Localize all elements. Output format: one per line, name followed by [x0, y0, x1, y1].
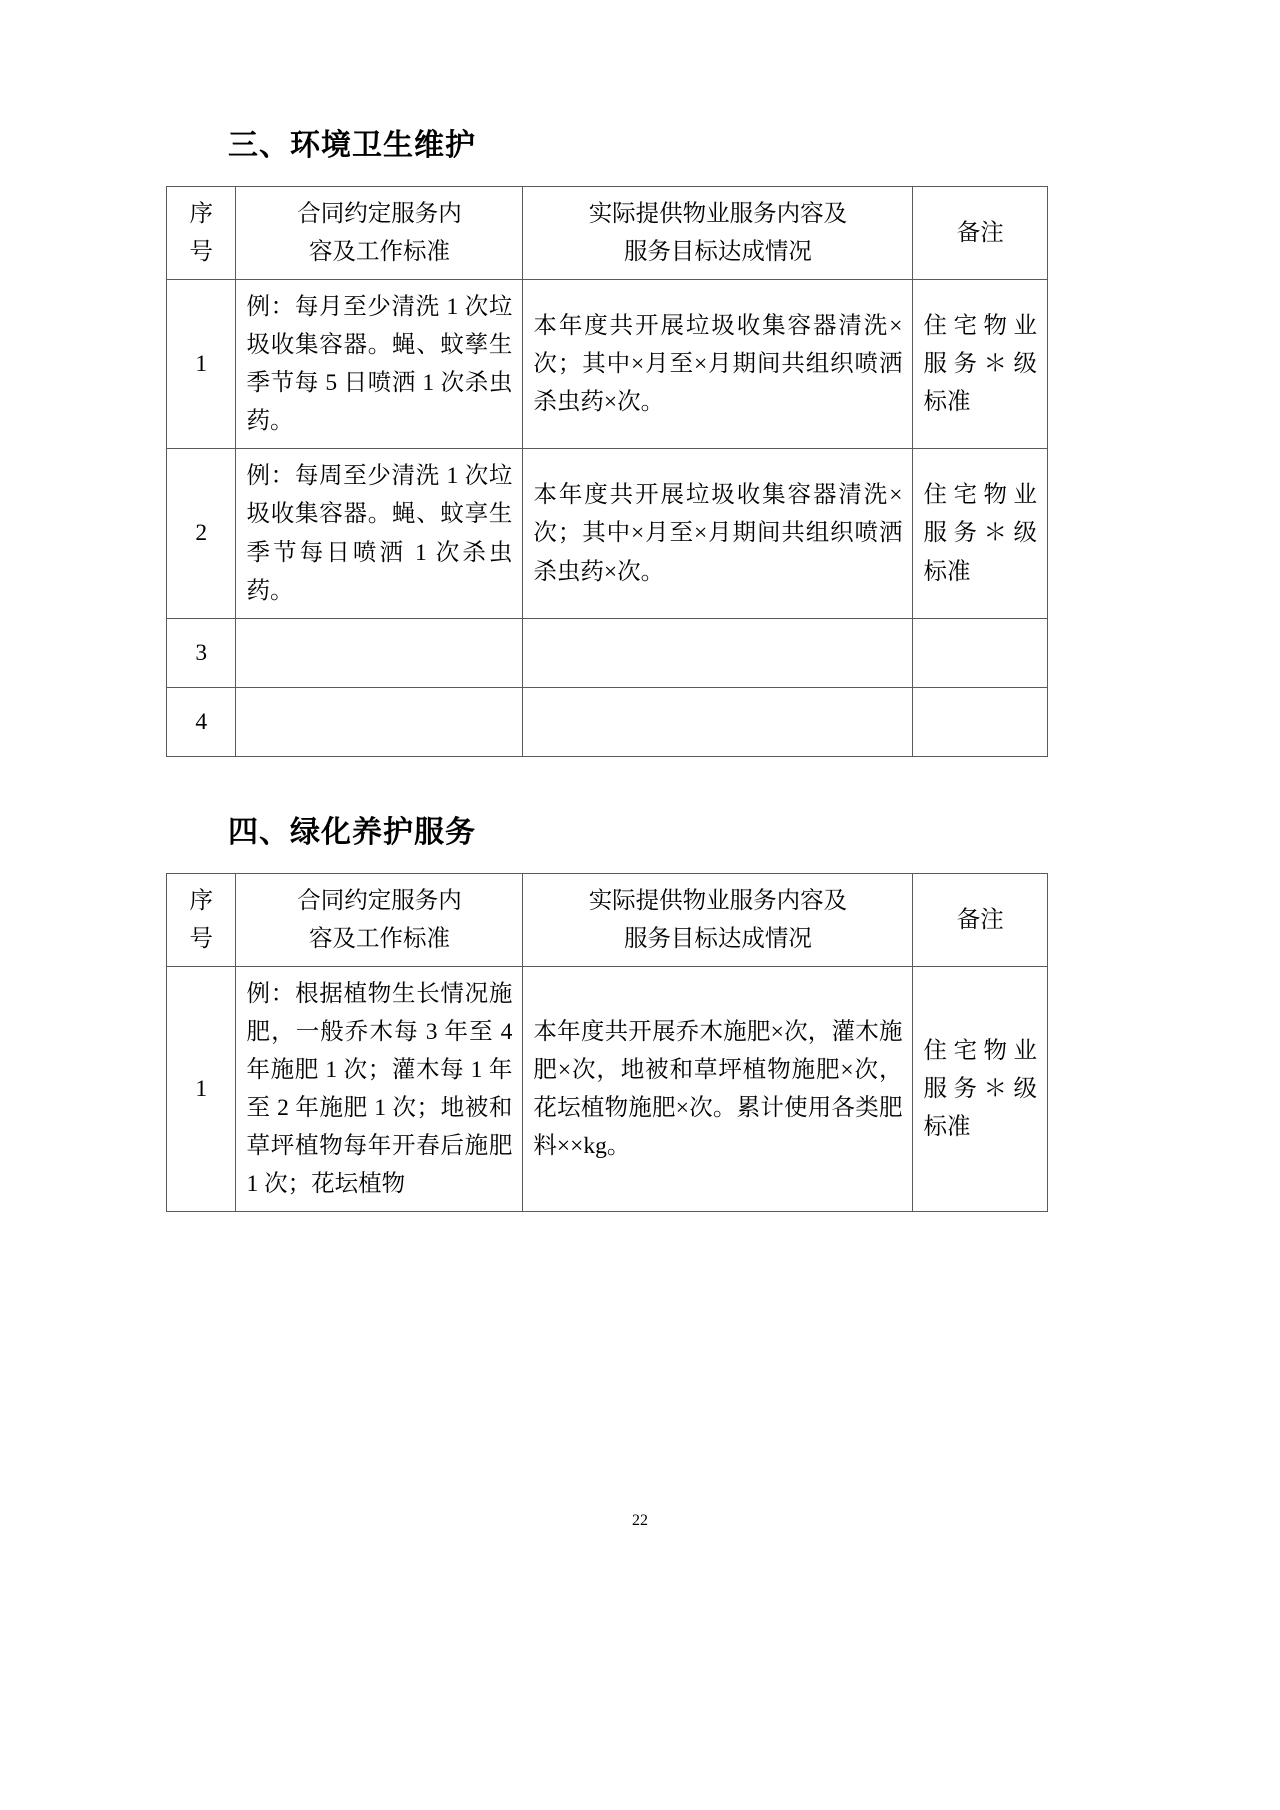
cell-seq: 1 — [167, 280, 236, 449]
header-cell-note: 备注 — [913, 187, 1048, 280]
table-header-row — [167, 873, 1048, 966]
header-cell-note: 备注 — [913, 873, 1048, 966]
cell-seq: 4 — [167, 687, 236, 756]
page-content — [166, 0, 1116, 1212]
section-block-sanitation — [166, 0, 1116, 164]
cell-actual: 本年度共开展垃圾收集容器清洗×次；其中×月至×月期间共组织喷洒杀虫药×次。 — [523, 449, 913, 618]
section-heading-sanitation: 三、环境卫生维护 — [228, 129, 476, 162]
cell-note — [913, 618, 1048, 687]
cell-note: 住宅物业服务＊级标准 — [913, 449, 1048, 618]
sanitation-table — [166, 186, 1048, 757]
cell-actual — [523, 687, 913, 756]
greening-table — [166, 873, 1048, 1213]
cell-standard: 例：根据植物生长情况施肥，一般乔木每 3 年至 4 年施肥 1 次；灌木每 1 年至 2 年施肥 1 次；地被和草坪植物每年开春后施肥 1 次；花坛植物 — [236, 966, 523, 1211]
section-heading-greening: 四、绿化养护服务 — [228, 815, 476, 849]
header-actual-line2: 服务目标达成情况 — [623, 925, 812, 952]
header-cell-standard — [236, 187, 523, 280]
header-cell-seq — [167, 187, 236, 280]
page-number: 22 — [632, 1512, 648, 1529]
cell-seq: 3 — [167, 618, 236, 687]
header-cell-seq — [167, 873, 236, 966]
header-cell-standard — [236, 873, 523, 966]
header-cell-actual — [523, 873, 913, 966]
table-row — [167, 449, 1048, 618]
cell-standard — [236, 687, 523, 756]
header-cell-actual — [523, 187, 913, 280]
cell-standard: 例：每月至少清洗 1 次垃圾收集容器。蝇、蚊孳生季节每 5 日喷洒 1 次杀虫药。 — [236, 280, 523, 449]
header-standard-line1: 合同约定服务内 — [297, 201, 462, 227]
cell-standard: 例：每周至少清洗 1 次垃圾收集容器。蝇、蚊享生季节每日喷洒 1 次杀虫药。 — [236, 449, 523, 618]
cell-note: 住宅物业服务＊级标准 — [913, 280, 1048, 449]
table-header-row — [167, 187, 1048, 280]
header-seq-line2: 号 — [189, 925, 213, 952]
header-standard-line1: 合同约定服务内 — [297, 887, 462, 914]
cell-standard — [236, 618, 523, 687]
header-seq-line1: 序 — [189, 887, 213, 914]
header-actual-line2: 服务目标达成情况 — [623, 239, 812, 266]
header-seq-line2: 号 — [189, 239, 213, 266]
cell-actual — [523, 618, 913, 687]
header-seq-line1: 序 — [189, 201, 213, 227]
header-standard-line2: 容及工作标准 — [308, 239, 450, 266]
cell-note: 住宅物业服务＊级标准 — [913, 966, 1048, 1211]
table-row — [167, 618, 1048, 687]
header-actual-line1: 实际提供物业服务内容及 — [588, 887, 848, 914]
table-row — [167, 280, 1048, 449]
cell-actual: 本年度共开展乔木施肥×次，灌木施肥×次，地被和草坪植物施肥×次，花坛植物施肥×次。累计使用各类肥料××kg。 — [523, 966, 913, 1211]
table-row — [167, 966, 1048, 1211]
section-block-greening — [166, 757, 1116, 851]
header-standard-line2: 容及工作标准 — [308, 925, 450, 952]
cell-actual: 本年度共开展垃圾收集容器清洗×次；其中×月至×月期间共组织喷洒杀虫药×次。 — [523, 280, 913, 449]
cell-seq: 1 — [167, 966, 236, 1211]
table-row — [167, 687, 1048, 756]
cell-seq: 2 — [167, 449, 236, 618]
cell-note — [913, 687, 1048, 756]
header-actual-line1: 实际提供物业服务内容及 — [588, 201, 848, 227]
